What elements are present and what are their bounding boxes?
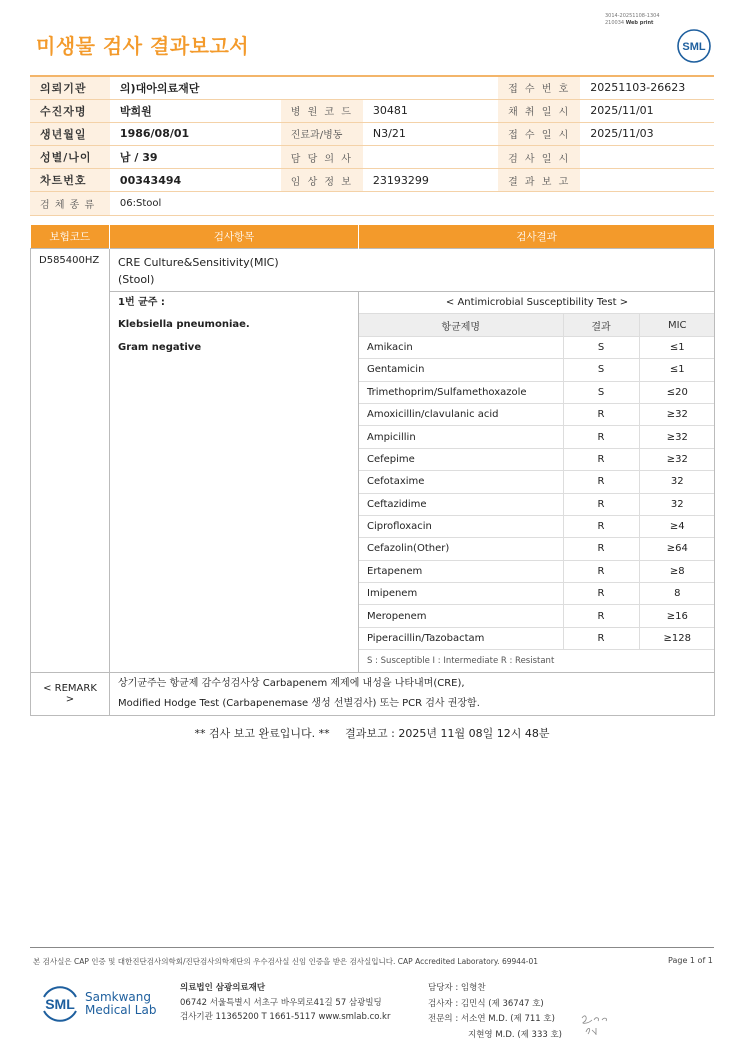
- ast-drug: Ciprofloxacin: [359, 515, 563, 537]
- ast-legend-row: [359, 650, 715, 672]
- ast-row: [359, 515, 715, 537]
- samkwang-logo-icon: [38, 983, 82, 1025]
- ast-drug: Cefotaxime: [359, 471, 563, 493]
- ast-drug: Meropenem: [359, 605, 563, 627]
- ast-row: [359, 538, 715, 560]
- specimen-value: 06:Stool: [110, 192, 714, 215]
- patient-info-table: [30, 75, 714, 216]
- staff-specialist1: 전문의 : 서소연 M.D. (제 711 호): [428, 1014, 555, 1024]
- ast-result: R: [563, 471, 639, 493]
- ast-title: < Antimicrobial Susceptibility Test >: [359, 292, 715, 314]
- collect-date-label: 채 취 일 시: [498, 99, 580, 122]
- ast-result: S: [563, 336, 639, 358]
- ast-row: [359, 560, 715, 582]
- ast-mic: ≥32: [639, 403, 715, 425]
- ast-result: S: [563, 359, 639, 381]
- svg-text:SML: SML: [682, 41, 706, 53]
- organism-row: [31, 291, 715, 672]
- company-name: 의료법인 삼광의료재단: [180, 983, 266, 993]
- patient-label: 수진자명: [30, 99, 110, 122]
- print-stamp-line2: 210034: [605, 19, 625, 26]
- doctor-label: 담 당 의 사: [281, 146, 363, 169]
- birth-label: 생년월일: [30, 122, 110, 145]
- patient-value: 박희원: [110, 99, 281, 122]
- hosp-code-value: 30481: [363, 99, 498, 122]
- page-number: Page 1 of 1: [668, 956, 713, 965]
- staff-tester: 검사자 : 김민식 (제 36747 호): [428, 998, 544, 1009]
- receipt-date-label: 접 수 일 시: [498, 122, 580, 145]
- ast-drug: Trimethoprim/Sulfamethoxazole: [359, 381, 563, 403]
- ast-mic: 32: [639, 493, 715, 515]
- organism-cell: [110, 291, 359, 672]
- receipt-no-label: 접 수 번 호: [498, 76, 580, 99]
- test-date-label: 검 사 일 시: [498, 146, 580, 169]
- ast-header-result: 결과: [563, 314, 639, 336]
- col-code-header: 보험코드: [31, 225, 110, 248]
- report-value: [580, 169, 714, 192]
- ast-mic: ≥128: [639, 627, 715, 649]
- ast-drug: Amikacin: [359, 336, 563, 358]
- ast-table: [359, 292, 715, 672]
- ast-cell: [359, 291, 715, 672]
- ast-drug: Amoxicillin/clavulanic acid: [359, 403, 563, 425]
- test-item-name: CRE Culture&Sensitivity(MIC): [118, 255, 279, 269]
- ast-mic: ≥64: [639, 538, 715, 560]
- ast-header-row: [359, 314, 715, 336]
- ast-drug: Cefepime: [359, 448, 563, 470]
- col-result-header: 검사결과: [359, 225, 715, 248]
- organism-name: Klebsiella pneumoniae.: [118, 319, 250, 330]
- ast-drug: Cefazolin(Other): [359, 538, 563, 560]
- ast-mic: ≤20: [639, 381, 715, 403]
- ast-legend: S : Susceptible I : Intermediate R : Resistant: [367, 656, 555, 666]
- ast-row: [359, 336, 715, 358]
- sml-logo-icon: [676, 28, 712, 64]
- report-label: 결 과 보 고: [498, 169, 580, 192]
- ast-row: [359, 471, 715, 493]
- collect-date-value: 2025/11/01: [580, 99, 714, 122]
- ast-mic: ≥4: [639, 515, 715, 537]
- brand-name-line2: Medical Lab: [85, 1003, 157, 1017]
- ast-drug: Imipenem: [359, 583, 563, 605]
- remark-row: [31, 672, 715, 715]
- test-row: [31, 248, 715, 291]
- footer-divider: [30, 947, 714, 948]
- ast-mic: ≥32: [639, 448, 715, 470]
- ast-result: R: [563, 627, 639, 649]
- info-row: [30, 99, 714, 122]
- receipt-date-value: 2025/11/03: [580, 122, 714, 145]
- results-header-row: [31, 225, 715, 248]
- brand-name: [85, 991, 156, 1017]
- test-date-value: [580, 146, 714, 169]
- clinical-label: 임 상 정 보: [281, 169, 363, 192]
- ast-result: R: [563, 493, 639, 515]
- accreditation-note: 본 검사실은 CAP 인증 및 대한진단검사의학회/진단검사의학재단의 우수검사실 신임 인증을 받은 검사실입니다. CAP Accredited Laboratory. 69944-01: [33, 957, 539, 966]
- dept-label: 진료과/병동: [281, 122, 363, 145]
- ast-drug: Gentamicin: [359, 359, 563, 381]
- remark-line2: Modified Hodge Test (Carbapenemase 생성 선별검사) 또는 PCR 검사 권장함.: [118, 697, 480, 709]
- ast-result: S: [563, 381, 639, 403]
- req-org-label: 의뢰기관: [30, 76, 110, 99]
- doctor-value: [363, 146, 498, 169]
- remark-label: < REMARK >: [31, 672, 110, 715]
- specimen-label: 검 체 종 류: [30, 192, 110, 215]
- svg-text:SML: SML: [45, 996, 75, 1012]
- ast-drug: Ampicillin: [359, 426, 563, 448]
- receipt-no-value: 20251103-26623: [580, 76, 714, 99]
- gram-stain: Gram negative: [118, 341, 202, 353]
- ast-mic: ≥32: [639, 426, 715, 448]
- company-address: 06742 서울특별시 서초구 바우뫼로41길 57 삼광빌딩: [180, 997, 382, 1008]
- ast-row: [359, 426, 715, 448]
- sexage-value: 남 / 39: [110, 146, 281, 169]
- ast-mic: ≤1: [639, 336, 715, 358]
- staff-specialist2: 지현영 M.D. (제 333 호): [468, 1029, 563, 1040]
- ast-result: R: [563, 538, 639, 560]
- results-table: [30, 225, 715, 716]
- ast-mic: ≥8: [639, 560, 715, 582]
- ast-result: R: [563, 515, 639, 537]
- birth-value: 1986/08/01: [110, 122, 281, 145]
- ast-row: [359, 448, 715, 470]
- ast-result: R: [563, 583, 639, 605]
- brand-name-line1: Samkwang: [85, 990, 151, 1004]
- company-block: [180, 981, 390, 1025]
- ast-drug: Ertapenem: [359, 560, 563, 582]
- print-stamp-line1: 3014-20251108-1304: [605, 13, 660, 19]
- ast-title-row: [359, 292, 715, 314]
- remark-text: [110, 672, 715, 715]
- info-row: [30, 122, 714, 145]
- ast-result: R: [563, 560, 639, 582]
- ast-drug: Ceftazidime: [359, 493, 563, 515]
- completion-line: [0, 725, 744, 741]
- chart-label: 차트번호: [30, 169, 110, 192]
- print-stamp: [605, 13, 695, 26]
- ast-mic: 32: [639, 471, 715, 493]
- company-contact: 검사기관 11365200 T 1661-5117 www.smlab.co.kr: [180, 1012, 391, 1022]
- ast-row: [359, 403, 715, 425]
- insurance-code: D585400HZ: [31, 248, 110, 672]
- dept-value: N3/21: [363, 122, 498, 145]
- ast-row: [359, 493, 715, 515]
- test-item: [110, 248, 715, 291]
- organism-label: 1번 균주 :: [118, 296, 165, 308]
- ast-mic: ≤1: [639, 359, 715, 381]
- req-org-value: 의)대아의료재단: [110, 76, 498, 99]
- info-row: [30, 146, 714, 169]
- signature-icon: [578, 1008, 612, 1038]
- chart-value: 00343494: [110, 169, 281, 192]
- test-item-specimen: (Stool): [118, 272, 155, 286]
- info-row: [30, 192, 714, 215]
- completion-text: ** 검사 보고 완료입니다. **: [194, 727, 330, 740]
- ast-row: [359, 359, 715, 381]
- hosp-code-label: 병 원 코 드: [281, 99, 363, 122]
- col-item-header: 검사항목: [110, 225, 359, 248]
- ast-header-drug: 항균제명: [359, 314, 563, 336]
- clinical-value: 23193299: [363, 169, 498, 192]
- print-stamp-web: Web print: [625, 19, 654, 26]
- ast-row: [359, 583, 715, 605]
- report-time: 결과보고 : 2025년 11월 08일 12시 48분: [345, 727, 550, 740]
- ast-row: [359, 605, 715, 627]
- ast-drug: Piperacillin/Tazobactam: [359, 627, 563, 649]
- info-row: [30, 76, 714, 99]
- ast-mic: 8: [639, 583, 715, 605]
- ast-row: [359, 381, 715, 403]
- staff-manager: 담당자 : 임형찬: [428, 983, 486, 993]
- remark-line1: 상기균주는 항균제 감수성검사상 Carbapenem 제제에 내성을 나타내며(CRE),: [118, 677, 465, 689]
- ast-row: [359, 627, 715, 649]
- ast-result: R: [563, 448, 639, 470]
- ast-result: R: [563, 605, 639, 627]
- document-title: 미생물 검사 결과보고서: [36, 34, 250, 58]
- info-row: [30, 169, 714, 192]
- ast-result: R: [563, 403, 639, 425]
- ast-result: R: [563, 426, 639, 448]
- sexage-label: 성별/나이: [30, 146, 110, 169]
- ast-header-mic: MIC: [639, 314, 715, 336]
- staff-block: [428, 981, 562, 1043]
- ast-mic: ≥16: [639, 605, 715, 627]
